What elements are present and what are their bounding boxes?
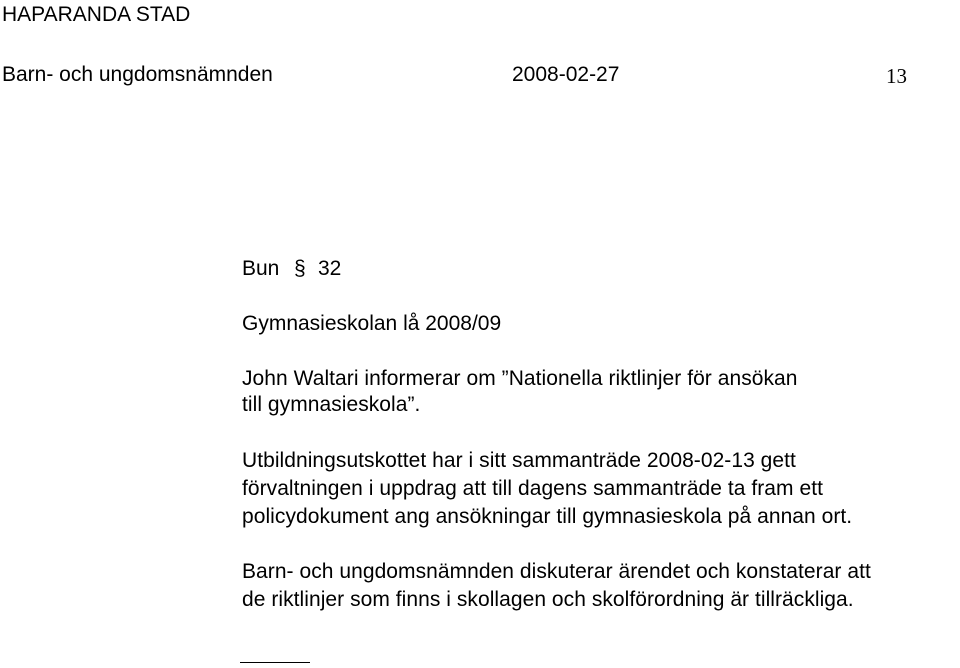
organization-name: HAPARANDA STAD <box>2 3 191 26</box>
intro-line-1: John Waltari informerar om ”Nationella riktlinjer för ansökan <box>242 367 798 390</box>
paragraph-number: 32 <box>318 257 342 280</box>
page-number: 13 <box>886 64 907 88</box>
section-title: Gymnasieskolan lå 2008/09 <box>242 312 502 335</box>
signature-rule <box>240 662 310 663</box>
intro-line-2: till gymnasieskola”. <box>242 393 421 416</box>
meeting-date: 2008-02-27 <box>512 63 620 86</box>
board-name: Barn- och ungdomsnämnden <box>2 63 273 86</box>
committee-line-3: policydokument ang ansökningar till gymnasieskola på annan ort. <box>242 505 853 528</box>
paragraph-symbol: § <box>294 257 306 280</box>
committee-line-2: förvaltningen i uppdrag att till dagens sammanträde ta fram ett <box>242 477 823 500</box>
board-line-2: de riktlinjer som finns i skollagen och skolförordning är tillräckliga. <box>242 588 854 611</box>
paragraph-ref: Bun <box>242 257 280 280</box>
committee-line-1: Utbildningsutskottet har i sitt sammanträde 2008-02-13 gett <box>242 449 796 472</box>
board-line-1: Barn- och ungdomsnämnden diskuterar ärendet och konstaterar att <box>242 560 871 583</box>
